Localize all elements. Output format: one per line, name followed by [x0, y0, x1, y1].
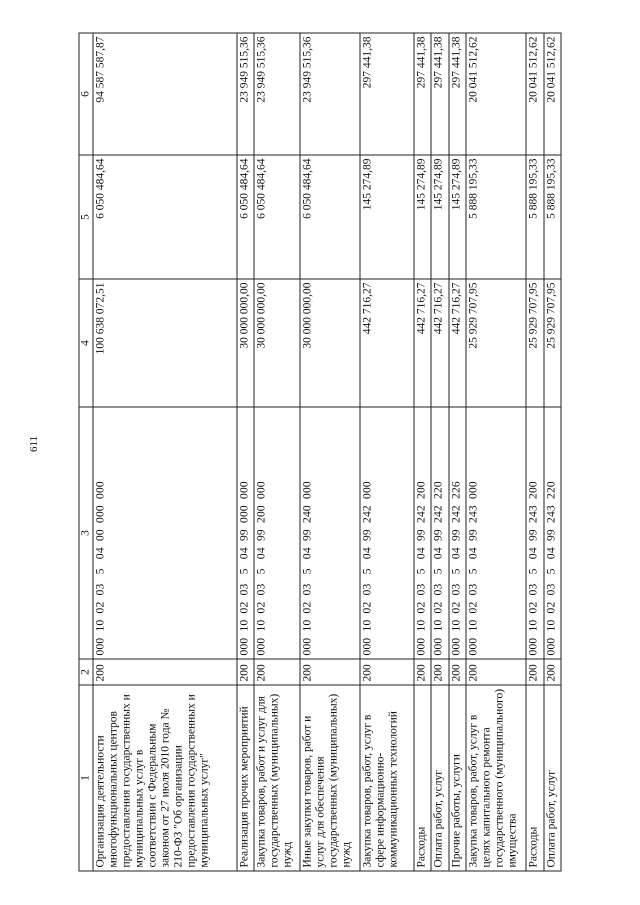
column-header: 5 — [79, 155, 93, 279]
row-executed-amount-cell: 145 274,89 — [431, 155, 448, 279]
row-remaining-amount-cell: 297 441,38 — [360, 33, 414, 155]
row-admin-code-cell: 200 — [237, 659, 254, 685]
row-executed-amount-cell: 145 274,89 — [449, 155, 466, 279]
row-remaining-amount-cell: 23 949 515,36 — [300, 33, 360, 155]
table-row — [431, 33, 448, 871]
row-executed-amount-cell: 6 050 484,64 — [300, 155, 360, 279]
row-classification-code-cell: 000 10 02 03 5 04 99 242 200 — [414, 407, 431, 659]
row-remaining-amount-cell: 20 041 512,62 — [466, 33, 526, 155]
row-approved-amount-cell: 442 716,27 — [431, 279, 448, 407]
row-admin-code-cell: 200 — [360, 659, 414, 685]
row-remaining-amount-cell: 23 949 515,36 — [237, 33, 254, 155]
row-classification-code-cell: 000 10 02 03 5 04 99 200 000 — [254, 407, 300, 659]
table-row — [414, 33, 431, 871]
column-header: 2 — [79, 659, 93, 685]
row-admin-code-cell: 200 — [449, 659, 466, 685]
row-executed-amount-cell: 6 050 484,64 — [237, 155, 254, 279]
row-approved-amount-cell: 30 000 000,00 — [237, 279, 254, 407]
row-approved-amount-cell: 442 716,27 — [414, 279, 431, 407]
row-remaining-amount-cell: 23 949 515,36 — [254, 33, 300, 155]
row-admin-code-cell: 200 — [414, 659, 431, 685]
row-executed-amount-cell: 145 274,89 — [360, 155, 414, 279]
row-classification-code-cell: 000 10 02 03 5 04 00 000 000 — [93, 407, 237, 659]
row-name-cell: Оплата работ, услуг — [544, 685, 561, 871]
table-row — [466, 33, 526, 871]
row-name-cell: Прочие работы, услуги — [449, 685, 466, 871]
column-header: 4 — [79, 279, 93, 407]
table-row — [300, 33, 360, 871]
row-name-cell: Закупка товаров, работ, услуг в сфере информационно-коммуникационных технологий — [360, 685, 414, 871]
row-approved-amount-cell: 25 929 707,95 — [466, 279, 526, 407]
table-row — [526, 33, 543, 871]
row-admin-code-cell: 200 — [300, 659, 360, 685]
row-remaining-amount-cell: 297 441,38 — [449, 33, 466, 155]
row-classification-code-cell: 000 10 02 03 5 04 99 243 220 — [544, 407, 561, 659]
page-number: 611 — [28, 435, 40, 453]
table-row — [254, 33, 300, 871]
row-admin-code-cell: 200 — [526, 659, 543, 685]
table-row — [544, 33, 561, 871]
row-classification-code-cell: 000 10 02 03 5 04 99 242 220 — [431, 407, 448, 659]
row-remaining-amount-cell: 297 441,38 — [414, 33, 431, 155]
header-row — [79, 33, 93, 871]
rotated-table-container — [79, 34, 562, 872]
row-executed-amount-cell: 5 888 195,33 — [544, 155, 561, 279]
row-executed-amount-cell: 5 888 195,33 — [526, 155, 543, 279]
row-remaining-amount-cell: 94 587 587,87 — [93, 33, 237, 155]
column-header: 1 — [79, 685, 93, 871]
row-approved-amount-cell: 442 716,27 — [360, 279, 414, 407]
row-approved-amount-cell: 30 000 000,00 — [300, 279, 360, 407]
row-name-cell: Закупка товаров, работ и услуг для государственных (муниципальных) нужд — [254, 685, 300, 871]
row-approved-amount-cell: 25 929 707,95 — [526, 279, 543, 407]
row-executed-amount-cell: 6 050 484,64 — [93, 155, 237, 279]
row-executed-amount-cell: 6 050 484,64 — [254, 155, 300, 279]
row-executed-amount-cell: 5 888 195,33 — [466, 155, 526, 279]
column-header: 6 — [79, 33, 93, 155]
row-remaining-amount-cell: 20 041 512,62 — [544, 33, 561, 155]
row-admin-code-cell: 200 — [466, 659, 526, 685]
row-executed-amount-cell: 145 274,89 — [414, 155, 431, 279]
table-row — [93, 33, 237, 871]
row-admin-code-cell: 200 — [93, 659, 237, 685]
table-row — [449, 33, 466, 871]
row-admin-code-cell: 200 — [544, 659, 561, 685]
row-name-cell: Расходы — [526, 685, 543, 871]
row-remaining-amount-cell: 20 041 512,62 — [526, 33, 543, 155]
row-classification-code-cell: 000 10 02 03 5 04 99 242 226 — [449, 407, 466, 659]
row-name-cell: Закупка товаров, работ, услуг в целях капитального ремонта государственного (муниципального) имущества — [466, 685, 526, 871]
row-name-cell: Оплата работ, услуг — [431, 685, 448, 871]
row-name-cell: Организация деятельности многофункциональных центров предоставления государственных и муниципальных услуг в соответствии с Федеральным законом от 27 июля 2010 года № 210-ФЗ "Об организации предоставления государственных и муниципальных услуг" — [93, 685, 237, 871]
column-header: 3 — [79, 407, 93, 659]
table-row — [237, 33, 254, 871]
row-approved-amount-cell: 30 000 000,00 — [254, 279, 300, 407]
row-classification-code-cell: 000 10 02 03 5 04 99 000 000 — [237, 407, 254, 659]
row-classification-code-cell: 000 10 02 03 5 04 99 243 200 — [526, 407, 543, 659]
budget-table — [79, 33, 562, 872]
row-approved-amount-cell: 25 929 707,95 — [544, 279, 561, 407]
row-classification-code-cell: 000 10 02 03 5 04 99 240 000 — [300, 407, 360, 659]
row-name-cell: Иные закупки товаров, работ и услуг для обеспечения государственных (муниципальных) нужд — [300, 685, 360, 871]
row-name-cell: Расходы — [414, 685, 431, 871]
row-name-cell: Реализация прочих мероприятий — [237, 685, 254, 871]
row-approved-amount-cell: 100 638 072,51 — [93, 279, 237, 407]
row-remaining-amount-cell: 297 441,38 — [431, 33, 448, 155]
row-approved-amount-cell: 442 716,27 — [449, 279, 466, 407]
row-admin-code-cell: 200 — [431, 659, 448, 685]
row-classification-code-cell: 000 10 02 03 5 04 99 242 000 — [360, 407, 414, 659]
row-admin-code-cell: 200 — [254, 659, 300, 685]
table-row — [360, 33, 414, 871]
row-classification-code-cell: 000 10 02 03 5 04 99 243 000 — [466, 407, 526, 659]
